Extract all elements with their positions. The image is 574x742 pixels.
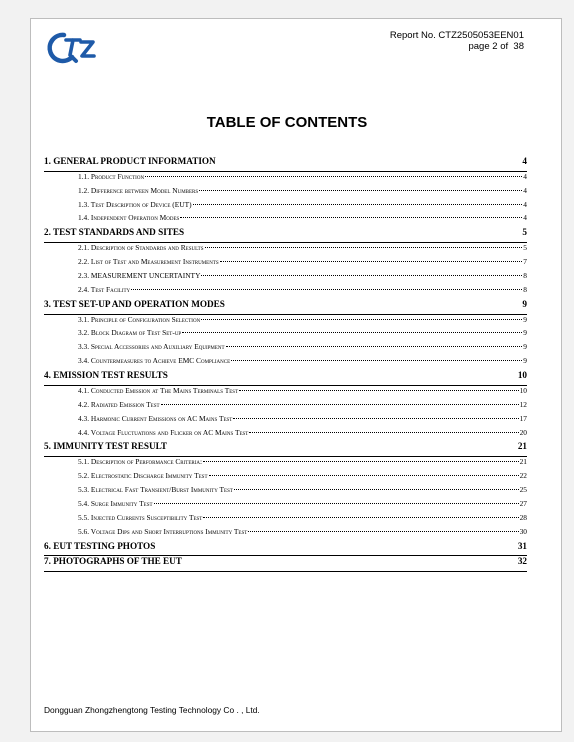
dot-leader: [154, 503, 519, 504]
toc-section[interactable]: [44, 299, 527, 315]
toc-item-label: 3.2. Block Diagram of Test Set-up: [78, 328, 182, 338]
toc-section-page: 9: [522, 298, 527, 309]
toc-item[interactable]: [44, 513, 527, 527]
toc-item-label: 5.5. Injected Currents Susceptibility Test: [78, 512, 203, 522]
toc-section[interactable]: [44, 441, 527, 457]
toc-item[interactable]: [44, 213, 527, 227]
toc-item[interactable]: [44, 428, 527, 442]
toc-item-label: 4.4. Voltage Fluctuations and Flicker on AC Mains Test: [78, 427, 249, 437]
toc-item-label: 5.3. Electrical Fast Transient/Burst Immunity Test: [78, 485, 233, 495]
toc-item[interactable]: [44, 457, 527, 471]
toc-item[interactable]: [44, 243, 527, 257]
toc-item-page: 4: [523, 171, 527, 181]
toc-item-label: 2.2. List of Test and Measurement Instruments: [78, 257, 219, 267]
toc-item-page: 9: [523, 328, 527, 338]
toc-item-label: 2.3. MEASUREMENT UNCERTAINTY: [78, 270, 201, 280]
toc-item-page: 28: [519, 512, 527, 522]
toc-item[interactable]: [44, 485, 527, 499]
toc-section-page: 5: [522, 227, 527, 238]
toc-item-label: 1.1. Product Function: [78, 171, 145, 181]
toc-section-label: 1. GENERAL PRODUCT INFORMATION: [44, 156, 216, 166]
page-number: page 2 of 38: [468, 41, 524, 52]
dot-leader: [226, 346, 523, 347]
toc-item[interactable]: [44, 257, 527, 271]
toc-item[interactable]: [44, 499, 527, 513]
toc-item-label: 1.4. Independent Operation Modes: [78, 213, 180, 223]
toc-item[interactable]: [44, 328, 527, 342]
dot-leader: [203, 461, 519, 462]
toc-item-page: 30: [519, 526, 527, 536]
toc-item-page: 7: [523, 257, 527, 267]
toc-item[interactable]: [44, 186, 527, 200]
toc-section-page: 10: [517, 370, 527, 381]
toc-item-label: 5.4. Surge Immunity Test: [78, 498, 153, 508]
toc-item-page: 22: [519, 471, 527, 481]
toc-item[interactable]: [44, 471, 527, 485]
toc-item-page: 25: [519, 485, 527, 495]
toc-item-label: 5.1. Description of Performance Criteria:: [78, 457, 203, 467]
toc-item-page: 5: [523, 243, 527, 253]
toc-item[interactable]: [44, 400, 527, 414]
toc-section-label: 2. TEST STANDARDS AND SITES: [44, 227, 185, 238]
dot-leader: [233, 418, 518, 419]
toc-item[interactable]: [44, 172, 527, 186]
toc-section-label: 6. EUT TESTING PHOTOS: [44, 540, 156, 551]
toc-item-page: 27: [519, 498, 527, 508]
dot-leader: [231, 360, 522, 361]
dot-leader: [234, 489, 519, 490]
toc-item-page: 4: [523, 213, 527, 223]
dot-leader: [205, 247, 523, 248]
toc-section[interactable]: [44, 156, 527, 172]
toc-item[interactable]: [44, 315, 527, 329]
dot-leader: [199, 190, 522, 191]
toc-item-label: 2.4. Test Facility: [78, 284, 131, 294]
dot-leader: [201, 275, 522, 276]
dot-leader: [193, 204, 523, 205]
dot-leader: [249, 432, 518, 433]
dot-leader: [201, 319, 522, 320]
page-title: TABLE OF CONTENTS: [206, 114, 368, 131]
toc-item-label: 1.3. Test Description of Device (EUT): [78, 199, 192, 209]
toc-item-page: 17: [519, 413, 527, 423]
toc-item-page: 9: [523, 314, 527, 324]
toc-item-label: 4.1. Conducted Emission at The Mains Terminals Test: [78, 385, 239, 395]
toc-section-page: 31: [517, 540, 527, 551]
toc-item[interactable]: [44, 200, 527, 214]
toc-item-page: 20: [519, 427, 527, 437]
toc-item-page: 9: [523, 342, 527, 352]
toc-item-page: 8: [523, 270, 527, 280]
toc-item-page: 4: [523, 185, 527, 195]
toc-item[interactable]: [44, 386, 527, 400]
toc-item-label: 5.2. Electrostatic Discharge Immunity Test: [78, 471, 208, 481]
toc-section[interactable]: [44, 541, 527, 557]
dot-leader: [248, 531, 518, 532]
toc-item-label: 3.1. Principle of Configuration Selection: [78, 314, 201, 324]
dot-leader: [180, 217, 522, 218]
toc-item-label: 1.2. Difference between Model Numbers: [78, 185, 199, 195]
toc-item-page: 4: [523, 199, 527, 209]
toc-section-page: 32: [517, 556, 527, 567]
toc-item-page: 21: [519, 457, 527, 467]
toc-section-label: 7. PHOTOGRAPHS OF THE EUT: [44, 556, 182, 567]
toc-item[interactable]: [44, 285, 527, 299]
report-info: [390, 30, 524, 52]
toc-item[interactable]: [44, 356, 527, 370]
toc-section[interactable]: [44, 227, 527, 243]
toc-section-label: 4. EMISSION TEST RESULTS: [44, 370, 168, 381]
dot-leader: [209, 475, 519, 476]
dot-leader: [161, 404, 519, 405]
dot-leader: [182, 332, 522, 333]
dot-leader: [145, 176, 522, 177]
table-of-contents: [44, 156, 527, 572]
toc-item-label: 5.6. Voltage Dips and Short Interruptions Immunity Test: [78, 526, 248, 536]
toc-item-label: 4.2. Radiated Emission Test: [78, 399, 160, 409]
toc-section-label: 5. IMMUNITY TEST RESULT: [44, 441, 168, 452]
toc-item[interactable]: [44, 271, 527, 285]
toc-item-page: 9: [523, 356, 527, 366]
toc-item-page: 12: [519, 399, 527, 409]
dot-leader: [239, 390, 518, 391]
toc-section[interactable]: [44, 370, 527, 386]
toc-section[interactable]: [44, 556, 527, 572]
toc-item[interactable]: [44, 527, 527, 541]
toc-section-page: 4: [522, 156, 527, 166]
toc-item-page: 8: [523, 284, 527, 294]
toc-item-page: 10: [519, 385, 527, 395]
dot-leader: [220, 261, 523, 262]
toc-item[interactable]: [44, 414, 527, 428]
toc-item-label: 2.1. Description of Standards and Results: [78, 243, 204, 253]
toc-item-label: 4.3. Harmonic Current Emissions on AC Mains Test: [78, 413, 233, 423]
dot-leader: [203, 517, 518, 518]
toc-item-label: 3.3. Special Accessories and Auxiliary Equipment: [78, 342, 225, 352]
ctz-logo: [46, 30, 98, 66]
toc-section-label: 3. TEST SET-UP AND OPERATION MODES: [44, 298, 225, 309]
toc-item-label: 3.4. Countermeasures to Achieve EMC Compliance: [78, 356, 231, 366]
report-number: Report No. CTZ2505053EEN01: [389, 30, 524, 41]
toc-section-page: 21: [517, 441, 527, 452]
toc-item[interactable]: [44, 342, 527, 356]
dot-leader: [131, 289, 522, 290]
footer-company: Dongguan Zhongzhengtong Testing Technology Co . , Ltd.: [44, 705, 260, 715]
